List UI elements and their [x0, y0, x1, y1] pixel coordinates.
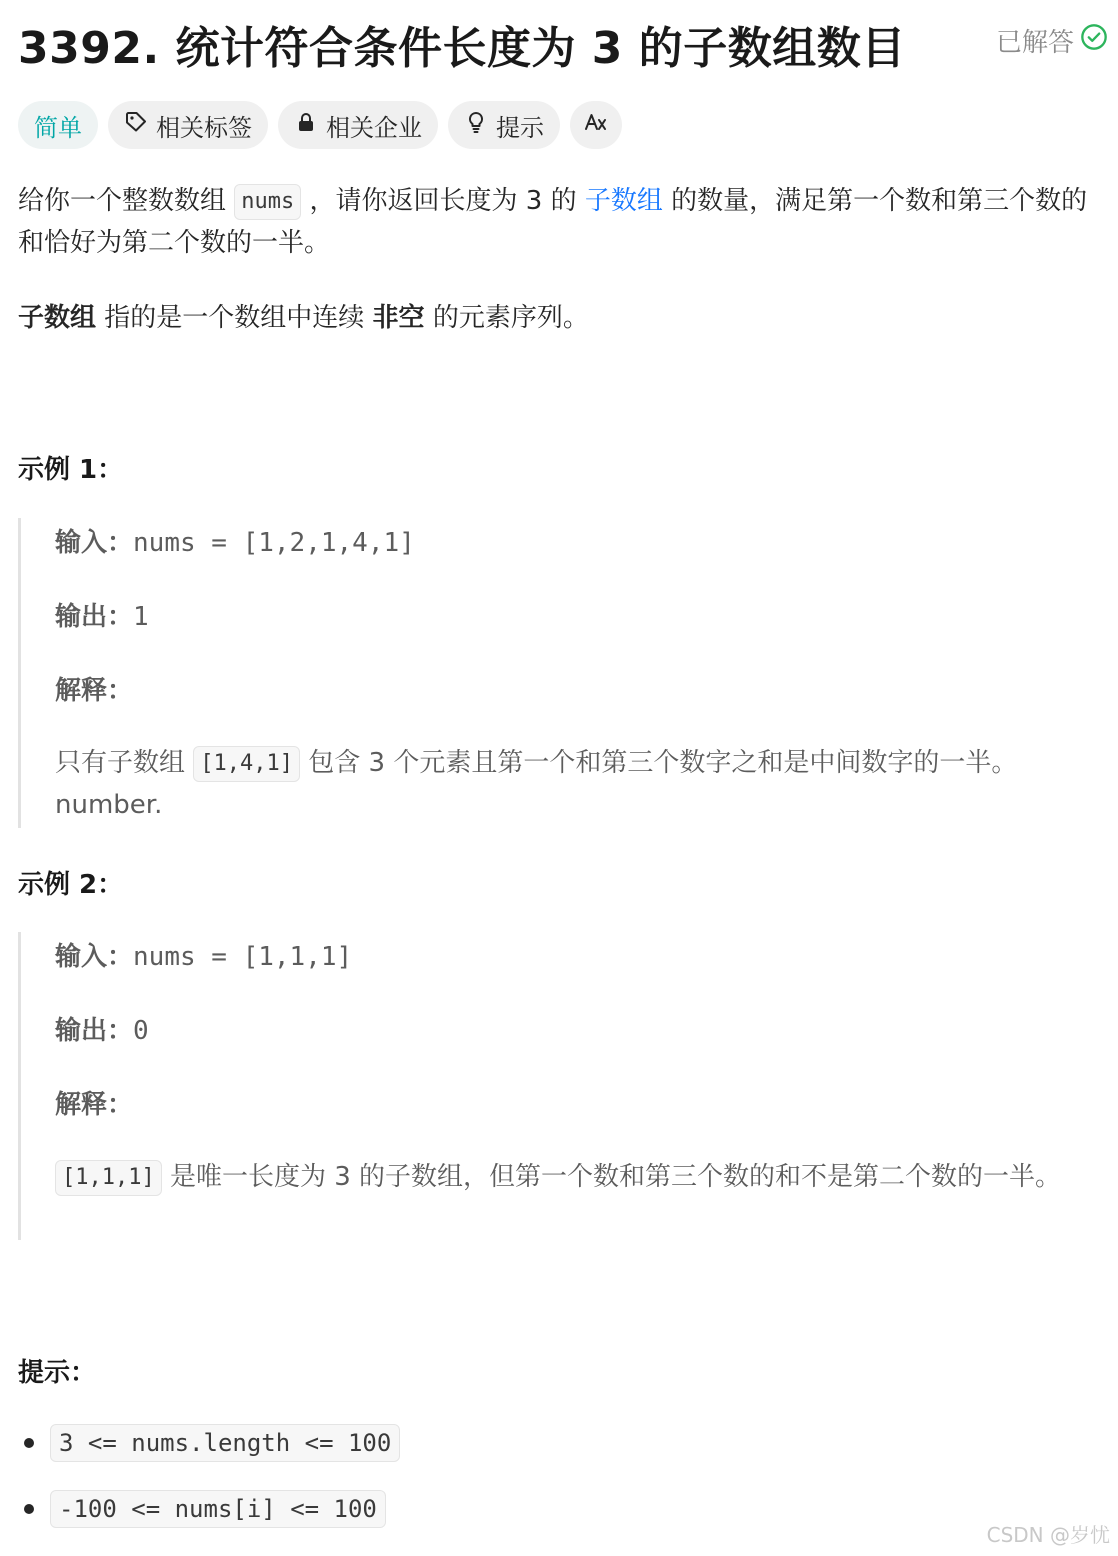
- example-1-heading: 示例 1：: [18, 455, 124, 485]
- related-tags-button[interactable]: [108, 101, 268, 149]
- subarray-link[interactable]: 子数组: [584, 186, 663, 216]
- solved-label: 已解答: [995, 28, 1074, 58]
- example-2-explain-label: [55, 1084, 133, 1121]
- list-item: [18, 1424, 400, 1462]
- related-companies-label: 相关企业: [326, 113, 422, 142]
- example-2-heading: 示例 2：: [18, 870, 124, 900]
- constraints-heading: 提示：: [18, 1358, 97, 1388]
- explain-label: 解释：: [55, 676, 134, 706]
- output-value: 1: [133, 602, 149, 632]
- translate-button[interactable]: [570, 101, 622, 149]
- translate-icon: [584, 110, 608, 140]
- difficulty-badge: [18, 101, 98, 149]
- description-paragraph-2: [18, 297, 1108, 339]
- tag-bar: [18, 101, 622, 149]
- related-tags-label: 相关标签: [156, 113, 252, 142]
- watermark: CSDN @岁忧: [986, 1523, 1110, 1547]
- related-companies-button[interactable]: [278, 101, 438, 149]
- description-text: 给你一个整数数组: [18, 186, 235, 216]
- inline-code-nums: nums: [234, 184, 301, 220]
- solved-status: [996, 22, 1108, 59]
- hint-label: 提示: [496, 113, 544, 142]
- bullet-icon: [24, 1504, 34, 1514]
- output-label: 输出：: [55, 1016, 134, 1046]
- example-1-explain-label: [55, 670, 133, 707]
- input-value: nums = [1,2,1,4,1]: [133, 528, 415, 558]
- inline-code-subarray: [1,1,1]: [55, 1160, 162, 1196]
- description-text: 的元素序列。: [424, 303, 589, 333]
- constraint-code: 3 <= nums.length <= 100: [50, 1424, 400, 1462]
- tag-icon: [124, 110, 148, 140]
- lightbulb-icon: [464, 110, 488, 140]
- list-item: [18, 1490, 386, 1528]
- hint-button[interactable]: [448, 101, 560, 149]
- explanation-text: 只有子数组: [55, 748, 194, 778]
- explain-label: 解释：: [55, 1090, 134, 1120]
- input-label: 输入：: [55, 528, 134, 558]
- explanation-text: 包含 3 个元素且第一个和第三个数字之和是中间数字的一半。number.: [55, 748, 1018, 820]
- inline-code-subarray: [1,4,1]: [193, 746, 300, 782]
- example-1-input: [55, 522, 415, 559]
- lock-icon: [294, 110, 318, 140]
- output-value: 0: [133, 1016, 149, 1046]
- bullet-icon: [24, 1438, 34, 1448]
- example-1-explanation: [55, 742, 1095, 826]
- description-text: 的数量，满足第一个数和第三个数的和恰好为第二个数的一半。: [18, 186, 1088, 258]
- description-paragraph-1: [18, 180, 1108, 264]
- constraint-code: -100 <= nums[i] <= 100: [50, 1490, 386, 1528]
- problem-title: 3392. 统计符合条件长度为 3 的子数组数目: [18, 23, 906, 74]
- bold-term-subarray: 子数组: [18, 303, 97, 333]
- description-text: 指的是一个数组中连续: [96, 303, 373, 333]
- example-2-explanation: [55, 1156, 1095, 1198]
- example-1-output: [55, 596, 149, 633]
- example-2-input: [55, 936, 352, 973]
- explanation-text: 是唯一长度为 3 的子数组，但第一个数和第三个数的和不是第二个数的一半。: [161, 1162, 1062, 1192]
- example-2-output: [55, 1010, 149, 1047]
- bold-term-nonempty: 非空: [372, 303, 425, 333]
- output-label: 输出：: [55, 602, 134, 632]
- input-value: nums = [1,1,1]: [133, 942, 353, 972]
- input-label: 输入：: [55, 942, 134, 972]
- difficulty-label: 简单: [34, 113, 82, 142]
- check-circle-icon: [1080, 23, 1108, 58]
- example-1-block: [18, 518, 1108, 828]
- example-2-block: [18, 932, 1108, 1240]
- problem-header: [18, 6, 1108, 74]
- description-text: ，请你返回长度为 3 的: [301, 186, 585, 216]
